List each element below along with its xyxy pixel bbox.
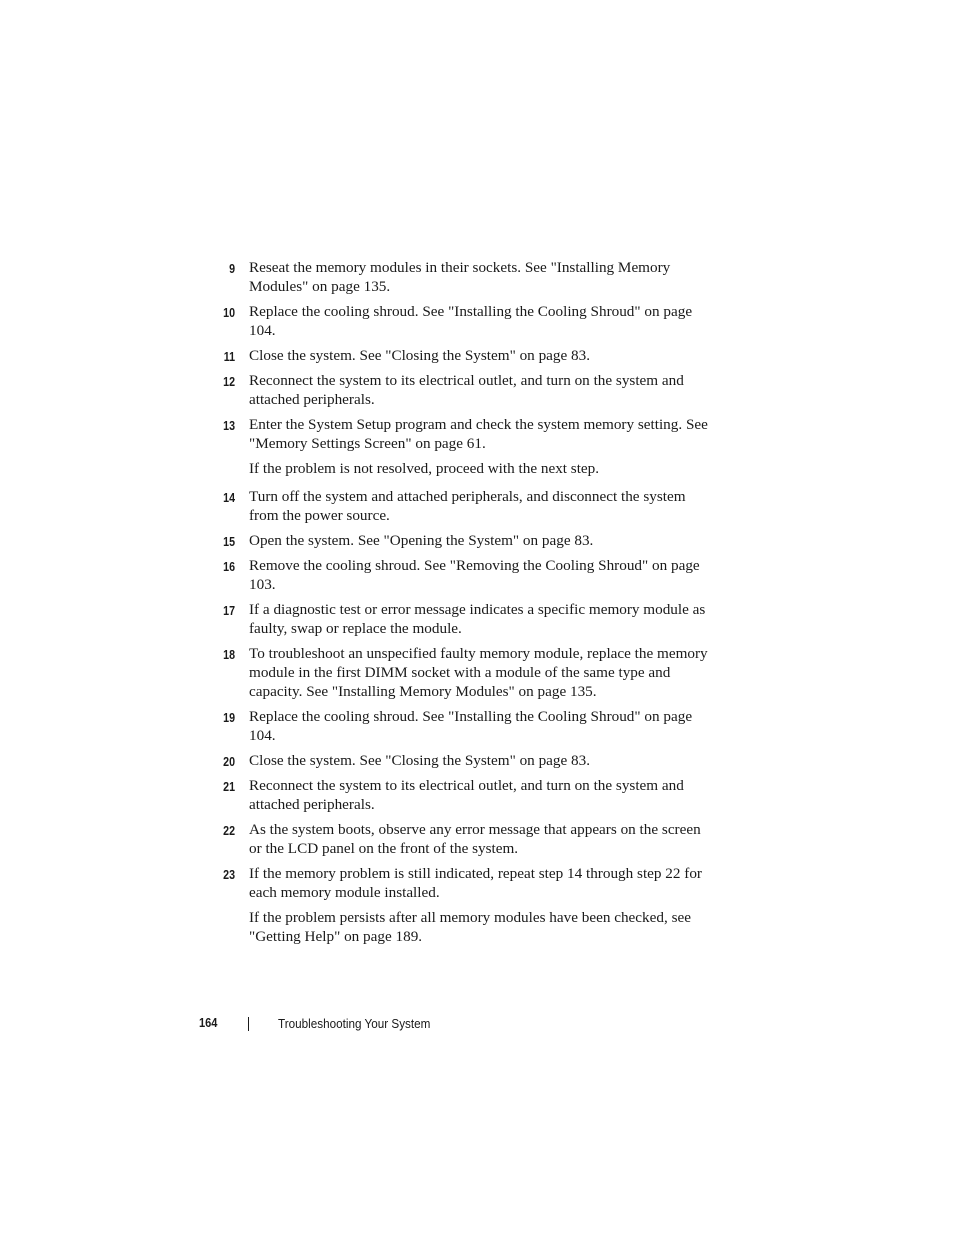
- step-number: 10: [223, 305, 235, 320]
- step-text: If the memory problem is still indicated, repeat step 14 through step 22 for each memory module installed.: [249, 865, 702, 901]
- step-text: Replace the cooling shroud. See "Installing the Cooling Shroud" on page 104.: [249, 708, 693, 744]
- step-12: [0, 371, 715, 409]
- step-number: 13: [223, 418, 235, 433]
- step-11: [0, 346, 715, 365]
- step-text: As the system boots, observe any error message that appears on the screen or the LCD panel on the front of the system.: [249, 821, 701, 857]
- step-9: [0, 258, 715, 296]
- step-text: Enter the System Setup program and check the system memory setting. See "Memory Settings Screen" on page 61.: [249, 416, 708, 452]
- step-14: [0, 487, 715, 525]
- step-text: Reconnect the system to its electrical outlet, and turn on the system and attached peripherals.: [249, 372, 684, 408]
- step-23-note: If the problem persists after all memory modules have been checked, see "Getting Help" on page 189.: [249, 909, 691, 945]
- step-text: Turn off the system and attached peripherals, and disconnect the system from the power source.: [249, 488, 686, 524]
- step-13: [0, 415, 715, 453]
- step-number: 20: [223, 754, 235, 769]
- step-text: Open the system. See "Opening the System" on page 83.: [249, 532, 594, 549]
- step-20: [0, 751, 715, 770]
- procedure-steps: [0, 258, 954, 946]
- step-number: 19: [223, 710, 235, 725]
- step-text: Close the system. See "Closing the System" on page 83.: [249, 347, 591, 364]
- step-16: [0, 556, 715, 594]
- step-23: [0, 864, 715, 902]
- footer-section-title: Troubleshooting Your System: [278, 1016, 431, 1031]
- step-number: 23: [223, 867, 235, 882]
- step-number: 11: [223, 349, 235, 364]
- step-text: Reseat the memory modules in their sockets. See "Installing Memory Modules" on page 135.: [249, 259, 671, 295]
- step-text: If a diagnostic test or error message indicates a specific memory module as faulty, swap or replace the module.: [249, 601, 706, 637]
- step-text: Close the system. See "Closing the System" on page 83.: [249, 752, 591, 769]
- step-text: Replace the cooling shroud. See "Installing the Cooling Shroud" on page 104.: [249, 303, 693, 339]
- step-text: Remove the cooling shroud. See "Removing the Cooling Shroud" on page 103.: [249, 557, 700, 593]
- step-15: [0, 531, 715, 550]
- step-number: 15: [223, 534, 235, 549]
- step-number: 18: [223, 647, 235, 662]
- step-number: 16: [223, 559, 235, 574]
- step-number: 9: [229, 261, 235, 276]
- step-10: [0, 302, 715, 340]
- step-17: [0, 600, 715, 638]
- step-number: 22: [223, 823, 235, 838]
- step-number: 12: [223, 374, 235, 389]
- step-19: [0, 707, 715, 745]
- step-18: [0, 644, 715, 701]
- step-number: 21: [223, 779, 235, 794]
- step-13-note: If the problem is not resolved, proceed with the next step.: [249, 460, 600, 477]
- page-footer: [0, 1015, 954, 1035]
- step-21: [0, 776, 715, 814]
- step-number: 14: [223, 490, 235, 505]
- page-number: 164: [199, 1015, 218, 1030]
- step-text: Reconnect the system to its electrical outlet, and turn on the system and attached peripherals.: [249, 777, 684, 813]
- step-number: 17: [223, 603, 235, 618]
- footer-divider: [248, 1017, 249, 1031]
- step-22: [0, 820, 715, 858]
- step-text: To troubleshoot an unspecified faulty memory module, replace the memory module in the first DIMM socket with a module of the same type and capacity. See "Installing Memory Modules" on page 135.: [249, 645, 708, 700]
